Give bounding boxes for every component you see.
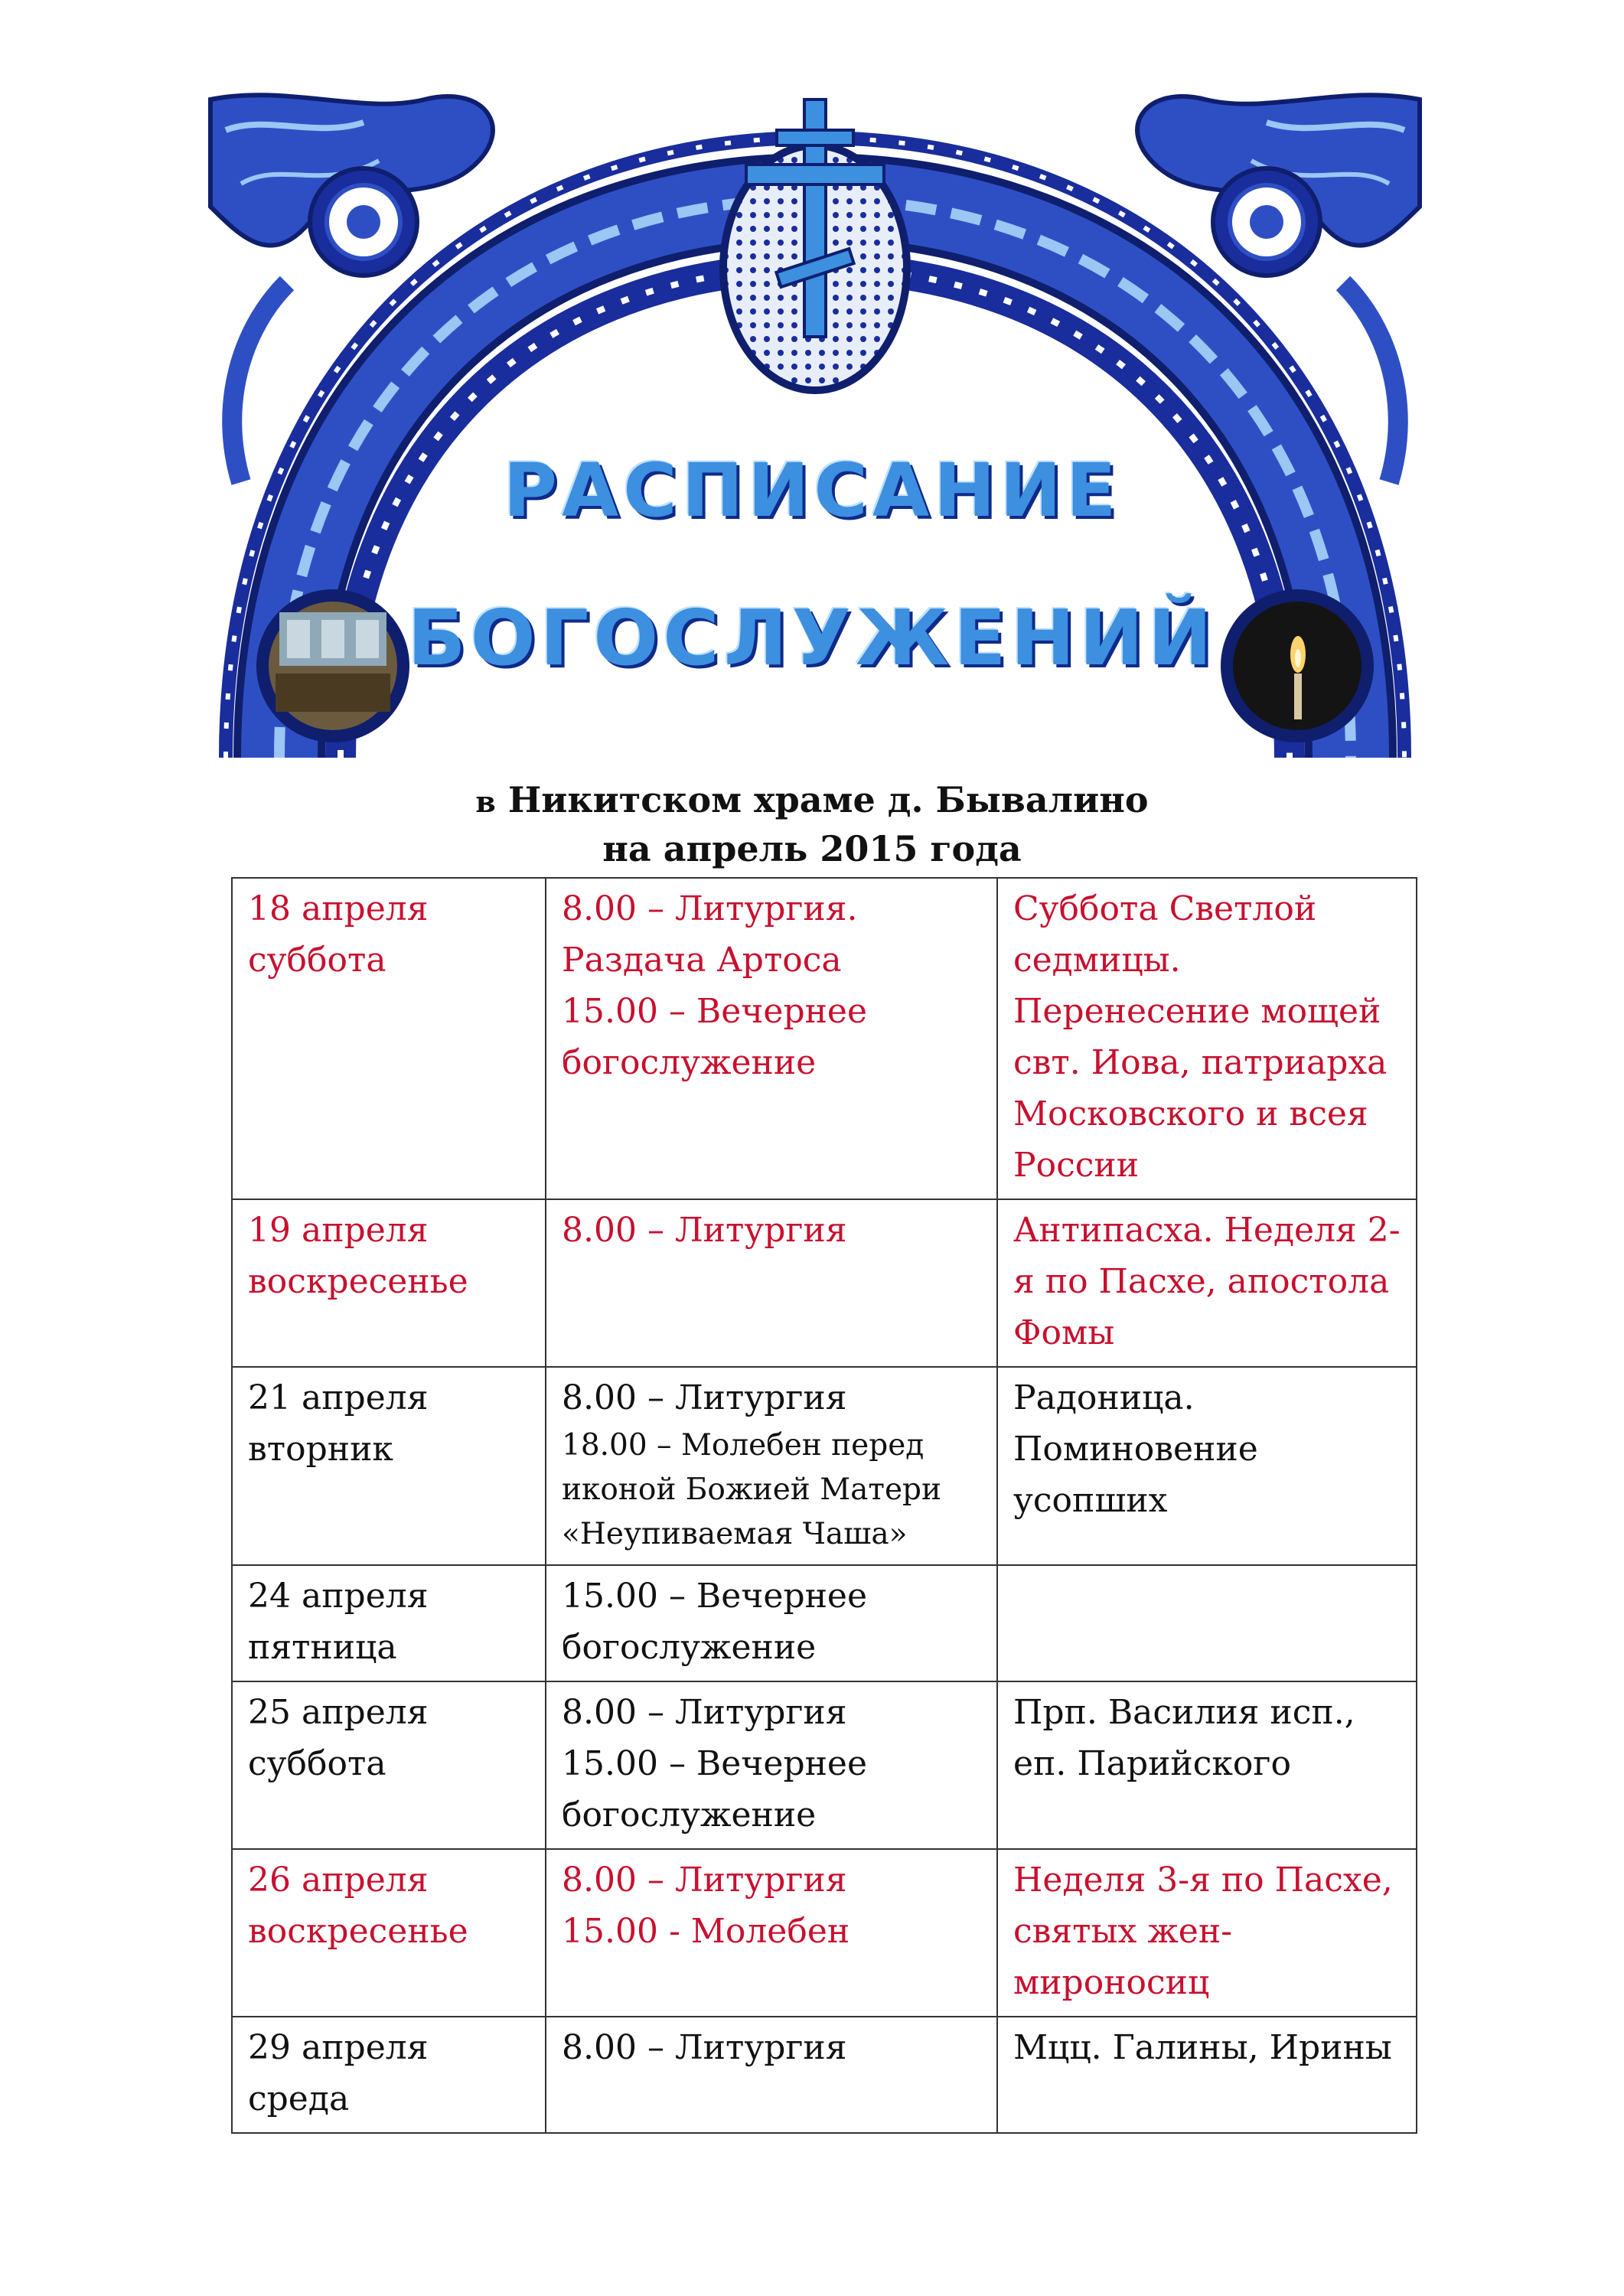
date-text: 25 апреля — [248, 1693, 429, 1732]
date-cell — [232, 1681, 546, 1849]
date-cell — [232, 1849, 546, 2017]
service-line: 8.00 – Литургия. — [562, 889, 858, 928]
table-row — [232, 1849, 1417, 2017]
service-line: 15.00 – Вечернее — [562, 1577, 868, 1616]
date-cell — [232, 1367, 546, 1565]
service-line: «Неупиваемая Чаша» — [562, 1517, 908, 1551]
weekday-text: пятница — [248, 1628, 397, 1667]
services-cell — [546, 2017, 997, 2133]
weekday-text: воскресенье — [248, 1912, 468, 1951]
title-schedule: РАСПИСАНИЕ — [503, 448, 1121, 533]
subtitle-church-name: Никитском храме д. Бывалино — [507, 779, 1149, 820]
feast-cell: Неделя 3-я по Пасхе, святых жен-мироносиц — [997, 1849, 1417, 2017]
feast-cell: Радоница. Поминовение усопших — [997, 1367, 1417, 1565]
service-line: иконой Божией Матери — [562, 1473, 941, 1507]
service-line: 15.00 - Молебен — [562, 1912, 850, 1951]
date-text: 21 апреля — [248, 1378, 429, 1417]
subtitle-month: на апрель 2015 года — [602, 828, 1022, 869]
date-text: 26 апреля — [248, 1861, 429, 1900]
weekday-text: среда — [248, 2079, 350, 2118]
service-line: 8.00 – Литургия — [562, 1378, 847, 1417]
table-row — [232, 2017, 1417, 2133]
subtitle-church — [0, 779, 1624, 820]
date-cell — [232, 878, 546, 1199]
service-line: 15.00 – Вечернее — [562, 1744, 868, 1783]
feast-cell: Антипасха. Неделя 2-я по Пасхе, апостола Фомы — [997, 1199, 1417, 1367]
subtitle-prefix: в — [475, 784, 496, 819]
service-line: 15.00 – Вечернее — [562, 992, 868, 1031]
table-row — [232, 878, 1417, 1199]
weekday-text: суббота — [248, 941, 386, 980]
weekday-text: суббота — [248, 1744, 386, 1783]
weekday-text: вторник — [248, 1430, 393, 1469]
service-line: богослужение — [562, 1628, 817, 1667]
service-line: 8.00 – Литургия — [562, 1693, 847, 1732]
date-text: 18 апреля — [248, 889, 429, 928]
services-cell — [546, 1367, 997, 1565]
feast-cell: Мцц. Галины, Ирины — [997, 2017, 1417, 2133]
feast-cell — [997, 1565, 1417, 1681]
date-text: 19 апреля — [248, 1211, 429, 1250]
table-row — [232, 1367, 1417, 1565]
date-cell — [232, 1199, 546, 1367]
date-cell — [232, 2017, 546, 2133]
services-cell — [546, 878, 997, 1199]
service-line: богослужение — [562, 1795, 817, 1835]
table-row — [232, 1199, 1417, 1367]
services-cell — [546, 1565, 997, 1681]
services-cell — [546, 1199, 997, 1367]
services-cell — [546, 1849, 997, 2017]
service-line: 8.00 – Литургия — [562, 1861, 847, 1900]
title-services: БОГОСЛУЖЕНИЙ — [407, 593, 1217, 683]
service-line: Раздача Артоса — [562, 941, 842, 980]
feast-cell: Прп. Василия исп., еп. Парийского — [997, 1681, 1417, 1849]
service-line: 8.00 – Литургия — [562, 1211, 847, 1250]
service-line: богослужение — [562, 1043, 817, 1082]
date-text: 29 апреля — [248, 2028, 429, 2067]
date-cell — [232, 1565, 546, 1681]
service-line: 18.00 – Молебен перед — [562, 1428, 925, 1463]
weekday-text: воскресенье — [248, 1262, 468, 1301]
table-row — [232, 1565, 1417, 1681]
schedule-table — [231, 877, 1417, 2134]
feast-cell: Суббота Светлой седмицы. Перенесение мощей свт. Иова, патриарха Московского и всея России — [997, 878, 1417, 1199]
services-cell — [546, 1681, 997, 1849]
service-line: 8.00 – Литургия — [562, 2028, 847, 2067]
table-row — [232, 1681, 1417, 1849]
date-text: 24 апреля — [248, 1577, 429, 1616]
